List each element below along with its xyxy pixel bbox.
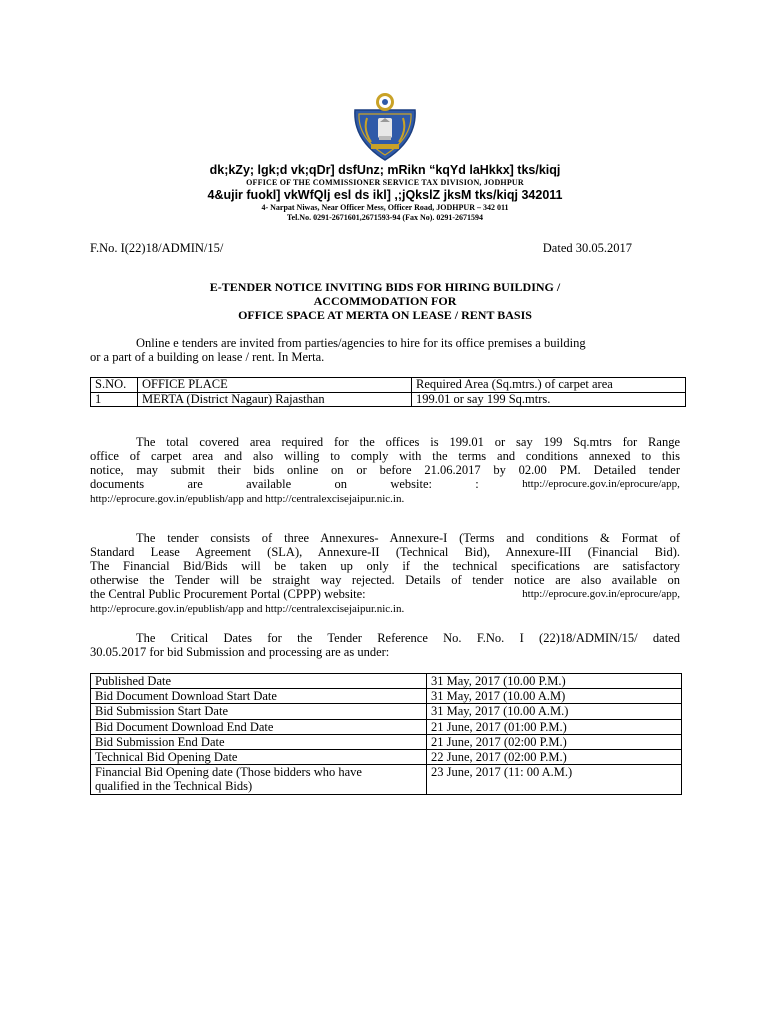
annexures-paragraph [90,531,680,616]
date-label: Published Date [91,674,427,689]
para3-line-4: otherwise the Tender will be straight way rejected. Details of tender notice are also available on [90,573,680,587]
para2-line-1: The total covered area required for the offices is 199.01 or say 199 Sq.mtrs for Range [136,435,680,449]
eprocure-link[interactable]: http://eprocure.gov.in/eprocure/app, [522,588,680,600]
notice-title-line-3: OFFICE SPACE AT MERTA ON LEASE / RENT BASIS [238,308,532,322]
date-label: Bid Submission Start Date [91,704,427,719]
label-line-2: qualified in the Technical Bids) [95,779,253,794]
epublish-link[interactable]: http://eprocure.gov.in/epublish/app [90,603,244,615]
date-label [91,765,427,794]
department-emblem-icon [345,88,425,164]
cell-required-area: 199.01 or say 199 Sq.mtrs. [412,392,686,407]
header-address: 4- Narpat Niwas, Near Officer Mess, Officer Road, JODHPUR – 342 011 [261,203,509,212]
date-label: Technical Bid Opening Date [91,750,427,765]
document-date: Dated 30.05.2017 [542,241,632,255]
notice-title-line-2: ACCOMMODATION FOR [313,294,457,308]
date-value: 21 June, 2017 (02:00 P.M.) [427,734,682,749]
header-hindi-line-1: dk;kZy; lgk;d vk;qDr] dsfUnz; mRikn “kqYd laHkkx] tks/kiqj [209,163,561,177]
word: : [475,477,479,491]
table-row [91,704,682,719]
date-value: 31 May, 2017 (10.00 A.M.) [427,704,682,719]
date-label: Bid Document Download End Date [91,719,427,734]
table-row [91,392,686,407]
word: website: [390,477,432,491]
centralexcise-link[interactable]: and http://centralexcisejaipur.nic.in. [243,603,405,615]
word: on [334,477,347,491]
date-value: 31 May, 2017 (10.00 A.M) [427,689,682,704]
word: documents [90,477,145,491]
label-line-1: Financial Bid Opening date (Those bidders who have [95,765,362,780]
office-requirement-table [90,377,686,407]
date-value: 23 June, 2017 (11: 00 A.M.) [427,765,682,794]
para3-line-1: The tender consists of three Annexures- Annexure-I (Terms and conditions & Format of [136,531,680,545]
notice-title-line-1: E-TENDER NOTICE INVITING BIDS FOR HIRING BUILDING / [209,280,561,294]
date-value: 22 June, 2017 (02:00 P.M.) [427,750,682,765]
covered-area-paragraph [90,435,680,506]
epublish-link[interactable]: http://eprocure.gov.in/epublish/app [90,493,244,505]
para3-line-3: The Financial Bid/Bids will be taken up only if the technical specifications are satisfactory [90,559,680,573]
intro-paragraph [90,336,680,364]
intro-line-1: Online e tenders are invited from parties/agencies to hire for its office premises a building [136,336,586,350]
cell-office-place: MERTA (District Nagaur) Rajasthan [138,392,412,407]
para2-line-2: office of carpet area and also willing to comply with the terms and conditions annexed to this [90,449,680,463]
para2-line-5 [90,491,680,506]
para4-line-2: 30.05.2017 for bid Submission and processing are as under: [90,645,390,659]
para3-line-5 [90,587,680,601]
header-cell-office-place: OFFICE PLACE [138,378,412,393]
table-row [91,719,682,734]
para2-line-3: notice, may submit their bids online on or before 21.06.2017 by 02.00 PM. Detailed tender [90,463,680,477]
header-hindi-line-2: 4&ujir fuokl] vkWfQlj esl ds ikl] ,;jQkslZ jksM tks/kiqj 342011 [207,188,563,202]
para4-line-1: The Critical Dates for the Tender Reference No. F.No. I (22)18/ADMIN/15/ dated [136,631,680,645]
para3-line-6 [90,601,680,616]
word: available [246,477,292,491]
cell-sno: 1 [91,392,138,407]
header-telephone: Tel.No. 0291-2671601,2671593-94 (Fax No). 0291-2671594 [286,213,484,222]
critical-dates-paragraph [90,631,680,659]
critical-dates-table [90,673,682,795]
date-label: Bid Document Download Start Date [91,689,427,704]
date-value: 31 May, 2017 (10.00 P.M.) [427,674,682,689]
word: are [187,477,203,491]
header-cell-sno: S.NO. [91,378,138,393]
intro-line-2: or a part of a building on lease / rent. In Merta. [90,350,325,364]
cppp-text: the Central Public Procurement Portal (CPPP) website: [90,587,366,601]
header-cell-required-area: Required Area (Sq.mtrs.) of carpet area [412,378,686,393]
file-number: F.No. I(22)18/ADMIN/15/ [90,241,224,255]
date-value: 21 June, 2017 (01:00 P.M.) [427,719,682,734]
header-office-name: OFFICE OF THE COMMISSIONER SERVICE TAX DIVISION, JODHPUR [246,178,524,187]
table-header-row [91,378,686,393]
table-row [91,689,682,704]
eprocure-link[interactable]: http://eprocure.gov.in/eprocure/app, [522,478,680,490]
centralexcise-link[interactable]: and http://centralexcisejaipur.nic.in. [243,493,405,505]
date-label: Bid Submission End Date [91,734,427,749]
table-row [91,734,682,749]
table-row [91,765,682,794]
table-row [91,750,682,765]
para3-line-2: Standard Lease Agreement (SLA), Annexure-II (Technical Bid), Annexure-III (Financial Bid). [90,545,680,559]
para2-line-4 [90,477,680,491]
table-row [91,674,682,689]
